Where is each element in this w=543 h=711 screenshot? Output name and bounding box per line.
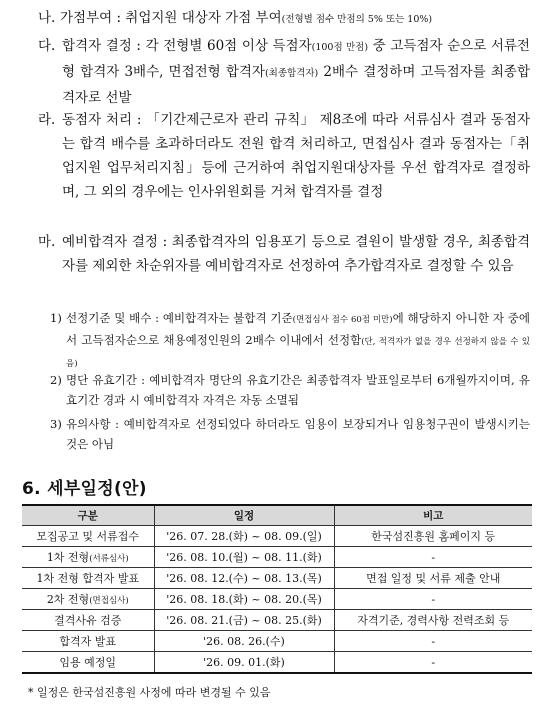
note-3: [50, 414, 530, 454]
note-1: [50, 308, 530, 374]
note-text: 명단 유효기간 : 예비합격자 명단의 유효기간은 최종합격자 발표일로부터 6개월까지이며, 유효기간 경과 시 예비합격자 자격은 자동 소멸됨: [66, 373, 530, 407]
note-text: 선정기준 및 배수 : 예비합격자는 불합격 기준: [66, 311, 293, 325]
table-row: [22, 589, 532, 610]
note-marker: 1): [50, 311, 62, 325]
item-note: (최종합격자): [264, 68, 319, 79]
table-header-row: [22, 505, 532, 526]
note-small: (단, 적격자가 없을 경우 선정하지 않을 수 있음): [66, 337, 530, 369]
cell-category: 1차 전형 합격자 발표: [22, 568, 154, 589]
item-marker: 마.: [38, 234, 56, 250]
note-2: [50, 370, 530, 410]
item-text: 예비합격자 결정 : 최종합격자의 임용포기 등으로 결원이 발생할 경우, 최종합격자를 제외한 차순위자를 예비합격자로 선정하여 추가합격자로 결정할 수 있음: [62, 234, 530, 274]
note-marker: 3): [50, 417, 62, 431]
cell-schedule: '26. 07. 28.(화) ~ 08. 09.(일): [154, 526, 334, 547]
item-marker: 다.: [38, 38, 56, 54]
section-title: 6. 세부일정(안): [22, 479, 147, 499]
item-text: 합격자 결정 : 각 전형별 60점 이상 득점자: [62, 38, 312, 54]
cell-schedule: '26. 09. 01.(화): [154, 652, 334, 674]
cell-remarks: -: [334, 652, 532, 674]
note-marker: 2): [50, 373, 62, 387]
cell-category: 합격자 발표: [22, 631, 154, 652]
cell-category: 결격사유 검증: [22, 610, 154, 631]
cell-schedule: '26. 08. 10.(월) ~ 08. 11.(화): [154, 547, 334, 568]
item-ma: [38, 230, 530, 278]
item-na: [38, 6, 530, 32]
table-row: [22, 631, 532, 652]
cell-schedule: '26. 08. 18.(화) ~ 08. 20.(목): [154, 589, 334, 610]
cell-category: 2차 전형(면접심사): [22, 589, 154, 610]
cell-schedule: '26. 08. 26.(수): [154, 631, 334, 652]
item-text: 2배수 결정하며 고득점자를 최종합격자로 선발: [62, 64, 530, 106]
cell-remarks: 자격기준, 경력사항 전력조회 등: [334, 610, 532, 631]
table-row: [22, 652, 532, 674]
note-text: 에 해당하지 아니한 자 중에서 고득점자순으로 채용예정인원의 2배수 이내에서 선정함: [66, 311, 530, 347]
item-text: 가점부여 : 취업지원 대상자 가점 부여: [60, 10, 282, 26]
header-schedule: 일정: [154, 505, 334, 526]
cell-schedule: '26. 08. 21.(금) ~ 08. 25.(화): [154, 610, 334, 631]
cell-remarks: -: [334, 547, 532, 568]
item-note: (100점 만점): [311, 42, 369, 53]
table-row: [22, 610, 532, 631]
note-text: 유의사항 : 예비합격자로 선정되었다 하더라도 임용이 보장되거나 임용청구권이 발생시키는 것은 아님: [66, 417, 530, 451]
cell-remarks: 면접 일정 및 서류 제출 안내: [334, 568, 532, 589]
item-text: 중 고득점자 순으로 서류전형 합격자 3배수, 면접전형 합격자: [62, 38, 530, 80]
table-row: [22, 526, 532, 547]
table-row: [22, 568, 532, 589]
item-note: (전형별 점수 만점의 5% 또는 10%): [281, 14, 433, 25]
item-ra: [38, 108, 530, 204]
header-remarks: 비고: [334, 505, 532, 526]
item-marker: 나.: [38, 10, 56, 26]
header-category: 구분: [22, 505, 154, 526]
cell-category: 1차 전형(서류심사): [22, 547, 154, 568]
item-marker: 라.: [38, 112, 56, 128]
cell-remarks: -: [334, 589, 532, 610]
cell-category: 모집공고 및 서류접수: [22, 526, 154, 547]
item-text: 동점자 처리 : 「기간제근로자 관리 규칙」 제8조에 따라 서류심사 결과 동점자는 합격 배수를 초과하더라도 전원 합격 처리하고, 면접심사 결과 동점자는「취업지원 업무처리지침」등에 근거하여 취업지원대상자를 우선 합격자로 결정하며, 그 외의 경우에는 인사위원회를 거쳐 합격자를 결정: [62, 112, 530, 200]
table-row: [22, 547, 532, 568]
note-small: (면접심사 점수 60점 미만): [292, 315, 393, 325]
item-da: [38, 34, 530, 110]
cell-schedule: '26. 08. 12.(수) ~ 08. 13.(목): [154, 568, 334, 589]
cell-remarks: 한국섬진흥원 홈페이지 등: [334, 526, 532, 547]
cell-category: 임용 예정일: [22, 652, 154, 674]
cell-remarks: -: [334, 631, 532, 652]
schedule-table: [22, 504, 532, 674]
footnote: * 일정은 한국섬진흥원 사정에 따라 변경될 수 있음: [28, 686, 271, 699]
